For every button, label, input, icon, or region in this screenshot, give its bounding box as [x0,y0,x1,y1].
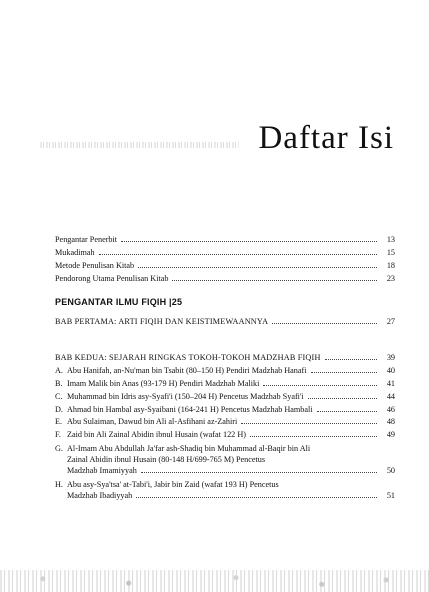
toc-item-h[interactable] [55,479,395,501]
toc-entry-label: Abu Hanifah, an-Nu'man bin Tsabit (80–150 H) Pendiri Madzhab Hanafi [67,366,307,376]
toc-entry-pengantar-penerbit[interactable] [55,235,395,245]
item-line: Zainal Abidin ibnul Husain (80-148 H/699-765 M) Pencetus [67,455,266,465]
item-letter: D. [55,404,63,414]
item-line: Madzhab Ibadiyyah [67,491,133,501]
leader-dots [138,267,377,268]
leader-dots [141,472,377,473]
toc-entry-page: 18 [386,260,395,270]
leader-dots [311,372,378,373]
toc-item-d[interactable] [55,405,395,415]
item-last-line [67,465,395,476]
leader-dots [317,411,377,412]
page-title: Daftar Isi [258,120,394,156]
toc-entry-page: 41 [386,378,395,388]
leader-dots [325,359,377,360]
item-line: Abu asy-Sya'tsa' at-Tabi'i, Jabir bin Zaid (wafat 193 H) Pencetus [67,480,279,490]
leader-dots [263,385,377,386]
toc-entry-label: BAB PERTAMA: ARTI FIQIH DAN KEISTIMEWAANNYA [55,317,269,327]
toc-entry-pendorong-utama[interactable] [55,274,395,284]
item-last-line [67,490,395,501]
item-body [67,443,395,476]
toc-entry-label: Pengantar Penerbit [55,235,118,244]
table-of-contents [55,235,395,501]
leader-dots [172,280,377,281]
toc-entry-bab-pertama[interactable] [55,317,395,327]
toc-entry-mukadimah[interactable] [55,248,395,258]
toc-entry-label: Metode Penulisan Kitab [55,260,135,270]
toc-entry-label: Muhammad bin Idris asy-Syafi'i (150–204 H) Pencetus Madzhab Syafi'i [67,391,304,401]
toc-entry-label: Abu Sulaiman, Dawud bin Ali al-Asfihani az-Zahiri [67,417,238,427]
item-body [67,479,395,501]
item-letter: G. [55,444,63,454]
item-letter: F. [55,430,61,440]
item-line: Al-Imam Abu Abdullah Ja'far ash-Shadiq bin Muhammad al-Baqir bin Ali [67,444,311,454]
toc-item-b[interactable] [55,379,395,389]
title-row [40,120,394,160]
title-decorative-rule [40,142,239,148]
item-letter: H. [55,480,63,490]
toc-entry-bab-kedua[interactable] [55,353,395,363]
toc-entry-page: 50 [386,466,395,476]
toc-entry-page: 49 [386,430,395,440]
torn-bottom-edge [0,570,429,592]
item-letter: B. [55,378,63,388]
item-line: Madzhab Imamiyyah [67,466,137,476]
toc-entry-page: 51 [386,491,395,501]
leader-dots [136,497,377,498]
item-letter: E. [55,417,63,427]
leader-dots [308,398,377,399]
item-letter: A. [55,366,63,376]
leader-dots [250,436,377,437]
toc-entry-page: 48 [386,417,395,427]
toc-entry-label: Ahmad bin Hambal asy-Syaibani (164-241 H) Pencetus Madzhab Hambali [67,404,313,414]
section-heading: PENGANTAR ILMU FIQIH |25 [55,297,183,308]
toc-entry-page: 46 [386,404,395,414]
toc-entry-label: Imam Malik bin Anas (93-179 H) Pendiri Madzhab Maliki [67,378,260,388]
item-letter: C. [55,391,63,401]
toc-entry-page: 15 [386,247,395,257]
toc-entry-label: Pendorong Utama Penulisan Kitab [55,273,169,283]
leader-dots [241,423,377,424]
toc-entry-page: 40 [386,366,395,376]
leader-dots [272,323,377,324]
toc-item-f[interactable] [55,430,395,440]
toc-item-c[interactable] [55,392,395,402]
toc-item-g[interactable] [55,443,395,476]
leader-dots [121,241,377,242]
toc-entry-metode-penulisan[interactable] [55,261,395,271]
toc-item-e[interactable] [55,417,395,427]
leader-dots [99,254,377,255]
toc-entry-label: Mukadimah [55,247,95,257]
toc-entry-page: 39 [386,353,395,363]
toc-entry-label: BAB KEDUA: SEJARAH RINGKAS TOKOH-TOKOH MADZHAB FIQIH [55,353,321,363]
toc-entry-page: 44 [386,391,395,401]
toc-entry-label: Zaid bin Ali Zainal Abidin ibnul Husain (wafat 122 H) [67,430,246,440]
toc-entry-page: 27 [386,317,395,327]
toc-item-a[interactable] [55,366,395,376]
toc-entry-page: 13 [386,235,395,244]
toc-entry-page: 23 [386,273,395,283]
